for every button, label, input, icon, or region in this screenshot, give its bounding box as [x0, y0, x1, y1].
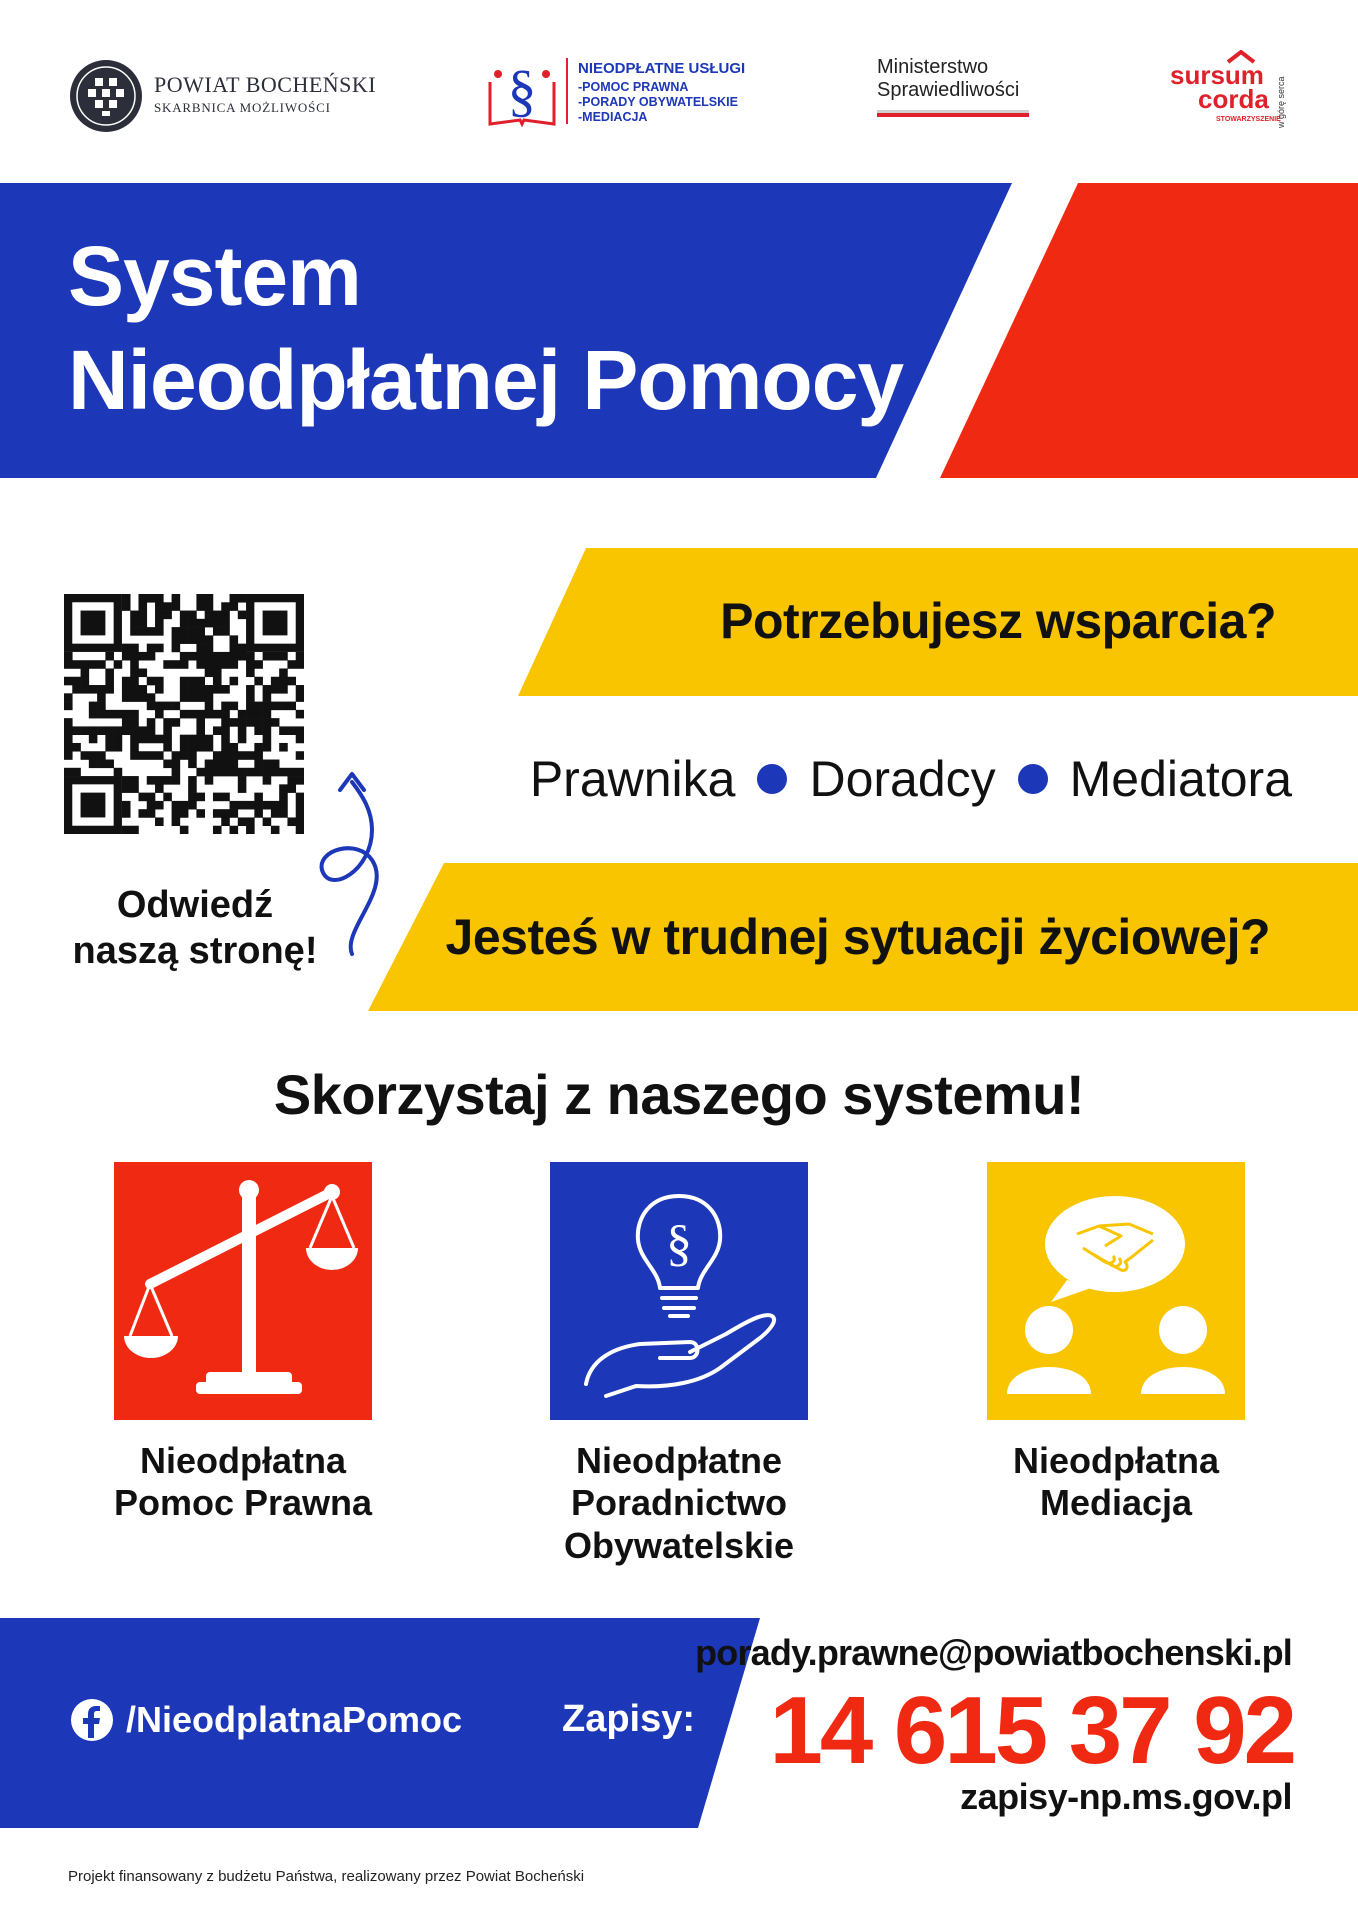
question-1-text: Potrzebujesz wsparcia? [720, 593, 1276, 649]
role-advisor: Doradcy [809, 751, 996, 807]
visit-text [60, 882, 330, 974]
service-title-advice [520, 1440, 838, 1567]
service-tile-legal [114, 1162, 372, 1420]
bullet-icon [1018, 764, 1048, 794]
paragraph-book-icon [486, 52, 558, 128]
svg-text:§: § [507, 58, 537, 123]
facebook-handle[interactable]: /NieodplatnaPomoc [126, 1699, 463, 1740]
corda-text: corda [1198, 84, 1269, 114]
logo-ministerstwo [877, 56, 1037, 126]
facebook-icon [70, 1698, 114, 1742]
ministerstwo-flag-red [877, 113, 1029, 117]
question-2-text: Jesteś w trudnej sytuacji życiowej? [445, 909, 1270, 965]
service-tile-mediation [987, 1162, 1245, 1420]
powiat-name: POWIAT BOCHEŃSKI [154, 72, 377, 97]
email-link[interactable]: porady.prawne@powiatbochenski.pl [695, 1632, 1292, 1673]
header-red-shape [940, 183, 1358, 478]
service-tile-advice [550, 1162, 808, 1420]
logo-sursum-corda [1168, 50, 1298, 134]
service-title-legal [84, 1440, 402, 1525]
call-to-action: Skorzystaj z naszego systemu! [273, 1063, 1085, 1126]
nieodplatne-item: -PORADY OBYWATELSKIE [578, 95, 738, 109]
visit-line1: Odwiedź [116, 884, 274, 926]
funding-note: Projekt finansowany z budżetu Państwa, realizowany przez Powiat Bocheński [68, 1868, 585, 1885]
role-lawyer: Prawnika [529, 751, 736, 807]
logo-nieodplatne-uslugi [486, 52, 766, 132]
header-title-line1: System [68, 229, 361, 323]
service-mediation-line2: Mediacja [1039, 1482, 1193, 1524]
svg-text:§: § [666, 1215, 692, 1272]
scales-icon [114, 1162, 372, 1420]
service-advice-line1: Nieodpłatne [575, 1440, 782, 1481]
nieodplatne-divider [566, 58, 568, 124]
powiat-emblem-icon [68, 58, 144, 134]
role-mediator: Mediatora [1069, 751, 1292, 807]
lightbulb-hand-icon [550, 1162, 808, 1420]
sursum-text: sursum [1170, 60, 1264, 90]
visit-line2: naszą stronę! [72, 930, 318, 972]
service-advice-line2: Poradnictwo [570, 1482, 788, 1524]
service-legal-line2: Pomoc Prawna [113, 1482, 373, 1524]
ministerstwo-line2: Sprawiedliwości [877, 79, 1020, 101]
service-advice-line3: Obywatelskie [563, 1524, 795, 1566]
facebook-link[interactable] [70, 1698, 462, 1742]
zapisy-label: Zapisy: [562, 1698, 696, 1740]
ministerstwo-line1: Ministerstwo [877, 56, 989, 78]
powiat-tagline: SKARBNICA MOŻLIWOŚCI [154, 100, 331, 115]
sursum-side: w górę serca [1276, 76, 1286, 128]
handshake-people-icon [987, 1162, 1245, 1420]
header-title [68, 224, 903, 432]
nieodplatne-item: -POMOC PRAWNA [578, 80, 689, 94]
nieodplatne-title: NIEODPŁATNE USŁUGI [578, 60, 746, 77]
service-mediation-line1: Nieodpłatna [1012, 1440, 1219, 1481]
bullet-icon [757, 764, 787, 794]
phone-number[interactable]: 14 615 37 92 [769, 1677, 1294, 1784]
logo-powiat [68, 58, 377, 134]
roles-row [530, 750, 1292, 808]
service-title-mediation [957, 1440, 1275, 1525]
sursum-sub: STOWARZYSZENIE [1216, 116, 1281, 123]
service-legal-line1: Nieodpłatna [139, 1440, 346, 1481]
qr-code[interactable] [64, 594, 304, 834]
website-link[interactable]: zapisy-np.ms.gov.pl [960, 1776, 1292, 1817]
nieodplatne-item: -MEDIACJA [578, 110, 648, 124]
header-title-line2: Nieodpłatnej Pomocy [68, 333, 904, 427]
